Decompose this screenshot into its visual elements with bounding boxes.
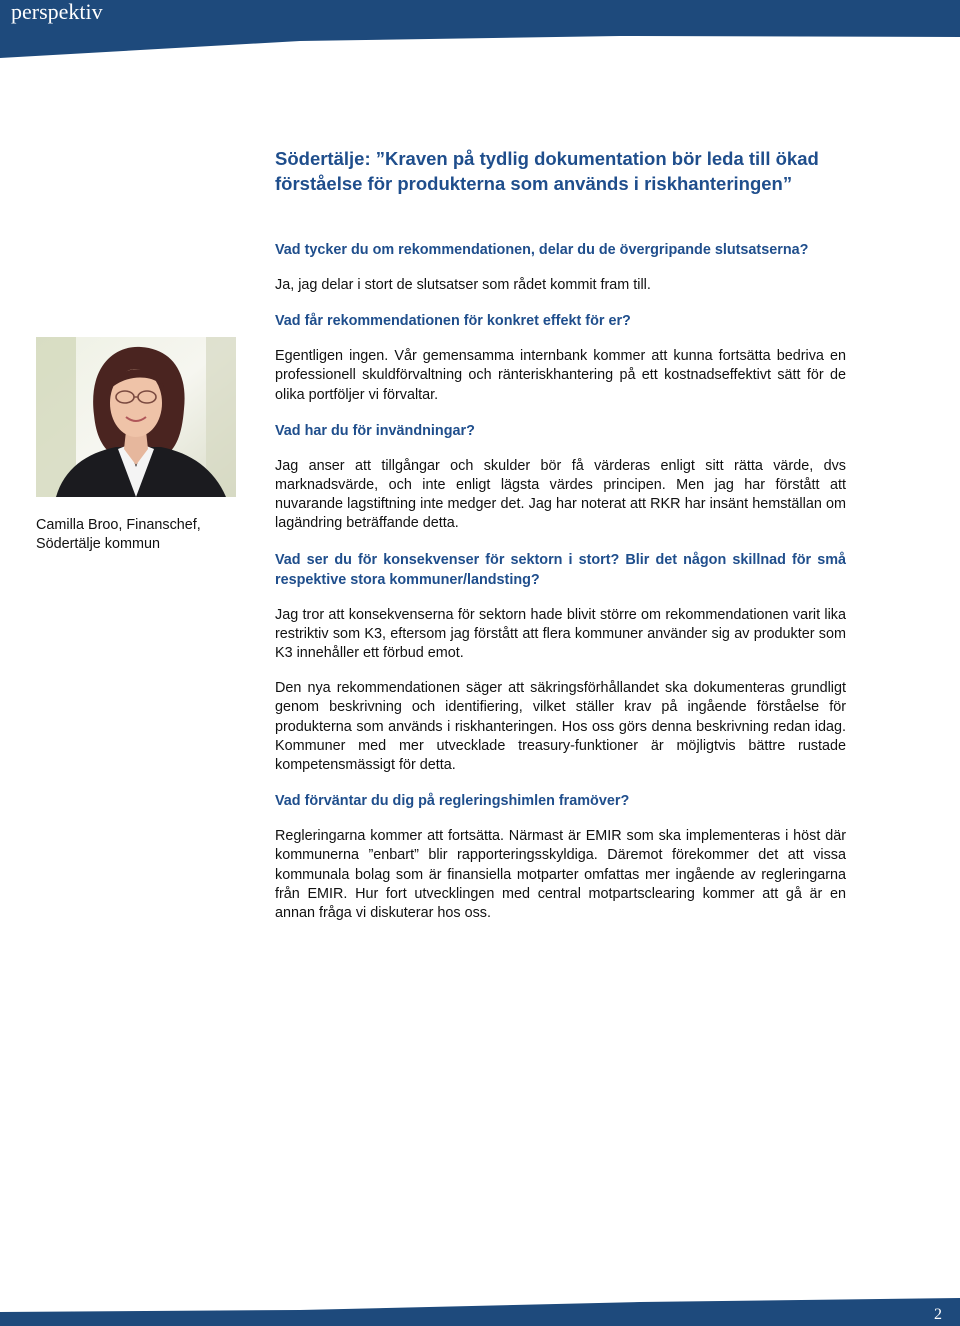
page-number: 2	[934, 1306, 942, 1323]
interview-question: Vad ser du för konsekvenser för sektorn i stort? Blir det någon skillnad för små respektive stora kommuner/landsting?	[275, 551, 846, 588]
interview-body	[275, 240, 846, 939]
article-title-line-1: Södertälje: ”Kraven på tydlig dokumentation bör leda till ökad	[275, 148, 819, 169]
header-band	[0, 0, 960, 60]
interview-answer: Jag anser att tillgångar och skulder bör få värderas enligt sitt rätta värde, dvs marknadsvärde, och inte enligt lägsta värdes principen. Men jag har förstått att nuvarande lagstiftning inte medger det. Jag har noterat att RKR har insänt hemställan om lagändring beträffande detta.	[275, 457, 846, 532]
article-title	[275, 146, 875, 196]
portrait-photo	[36, 337, 236, 497]
interview-question: Vad har du för invändningar?	[275, 422, 475, 439]
brand-wordmark: perspektiv	[11, 0, 103, 24]
interview-question: Vad förväntar du dig på regleringshimlen framöver?	[275, 793, 630, 810]
interview-question: Vad tycker du om rekommendationen, delar du de övergripande slutsatserna?	[275, 242, 809, 258]
interview-answer: Regleringarna kommer att fortsätta. Närmast är EMIR som ska implementeras i höst där kommunerna ”enbart” blir rapporteringsskyldiga. Däremot förekommer det att vissa kommunala bolag som är finansiella motparter omfattas mer ingående av regleringarna från EMIR. Hur fort utvecklingen med central motpartsclearing kommer att gå är en annan fråga vi diskuterar hos oss.	[275, 828, 846, 922]
interview-answer: Egentligen ingen. Vår gemensamma internbank kommer att kunna fortsätta bedriva en professionell skuldförvaltning och ränteriskhantering på ett kostnadseffektivt sätt för de olika portföljer vi förvaltar.	[275, 348, 846, 403]
interview-answer: Ja, jag delar i stort de slutsatser som rådet kommit fram till.	[275, 277, 651, 293]
interview-answer: Jag tror att konsekvenserna för sektorn hade blivit större om rekommendationen varit lika restriktiv som K3, eftersom jag förstått att flera kommuner använder sig av produkter som K3 innehåller ett förbud emot.	[275, 606, 846, 662]
caption-organisation: Södertälje kommun	[36, 536, 160, 552]
caption-name-title: Camilla Broo, Finanschef,	[36, 517, 201, 533]
photo-caption	[36, 516, 236, 554]
interview-question: Vad får rekommendationen för konkret effekt för er?	[275, 313, 631, 330]
article-title-line-2: förståelse för produkterna som används i riskhanteringen”	[275, 173, 793, 194]
footer-band	[0, 1290, 960, 1326]
interview-answer: Den nya rekommendationen säger att säkringsförhållandet ska dokumenteras grundligt genom beskrivning och identifiering, vilket ställer krav på ingående förståelse för produkterna som används i riskhanteringen. Hos oss görs denna beskrivning redan idag. Kommuner med mer utvecklade treasury-funktioner är möjligtvis bättre rustade kompetensmässigt för detta.	[275, 680, 846, 774]
